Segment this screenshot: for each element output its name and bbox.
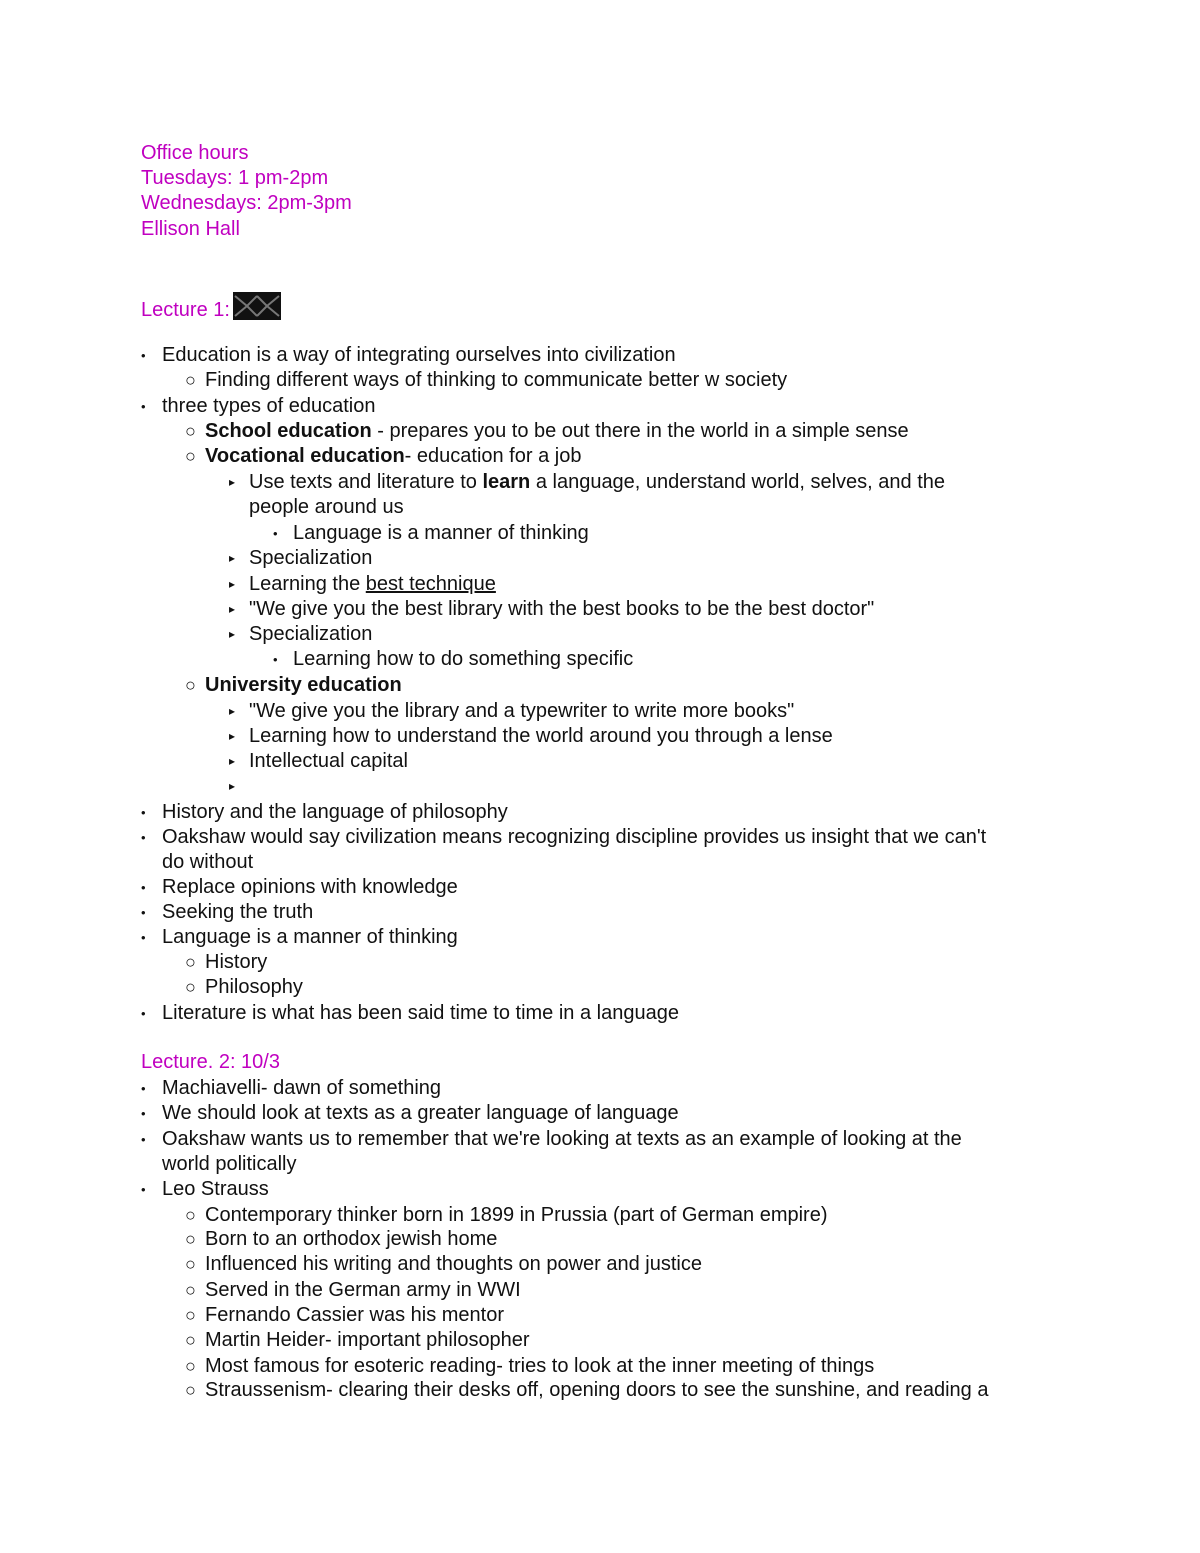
lecture-1-heading: [141, 292, 281, 323]
text-run: a language, understand world, selves, and the: [530, 471, 945, 493]
list-item: Philosophy: [205, 976, 303, 998]
school-education-label: School education: [205, 420, 372, 442]
list-item: Born to an orthodox jewish home: [205, 1228, 498, 1250]
school-education-text: - prepares you to be out there in the world in a simple sense: [371, 420, 909, 442]
arrow-bullet-icon: ▸: [229, 704, 236, 718]
list-item: Most famous for esoteric reading- tries to look at the inner meeting of things: [205, 1355, 875, 1377]
list-item: Specialization: [249, 547, 373, 569]
bullet-icon: •: [141, 1006, 146, 1021]
list-item: History: [205, 951, 268, 973]
list-item: [249, 572, 496, 597]
office-hours-title: Office hours: [141, 142, 249, 164]
list-item: Fernando Cassier was his mentor: [205, 1304, 505, 1326]
bullet-icon: •: [273, 526, 278, 541]
circle-bullet-icon: ○: [185, 1205, 196, 1225]
bullet-icon: •: [141, 880, 146, 895]
bullet-icon: •: [141, 1081, 146, 1096]
office-hours-tuesday: Tuesdays: 1 pm-2pm: [141, 167, 329, 189]
list-item: Served in the German army in WWI: [205, 1279, 521, 1301]
list-item: We should look at texts as a greater language of language: [162, 1102, 679, 1124]
arrow-bullet-icon: ▸: [229, 627, 236, 641]
vocational-education-label: Vocational education: [205, 445, 405, 467]
office-hours-location: Ellison Hall: [141, 218, 240, 240]
bullet-icon: •: [141, 348, 146, 363]
lecture-2-heading: Lecture. 2: 10/3: [141, 1051, 280, 1073]
list-item: Leo Strauss: [162, 1178, 269, 1200]
circle-bullet-icon: ○: [185, 1254, 196, 1274]
list-item: Learning how to understand the world around you through a lense: [249, 725, 833, 747]
list-item: Intellectual capital: [249, 750, 408, 772]
bullet-icon: •: [141, 930, 146, 945]
office-hours-wednesday: Wednesdays: 2pm-3pm: [141, 192, 352, 214]
list-item: Oakshaw would say civilization means recognizing discipline provides us insight that we can't: [162, 826, 987, 848]
list-item: Martin Heider- important philosopher: [205, 1329, 530, 1351]
list-item: [205, 419, 909, 444]
list-item: Learning how to do something specific: [293, 648, 634, 670]
bullet-icon: •: [141, 1182, 146, 1197]
vocational-education-text: - education for a job: [404, 445, 582, 467]
list-item: Straussenism- clearing their desks off, opening doors to see the sunshine, and reading a: [205, 1379, 989, 1401]
redaction-mark: [233, 292, 281, 320]
list-item-continuation: people around us: [249, 496, 404, 518]
circle-bullet-icon: ○: [185, 1330, 196, 1350]
list-item-continuation: world politically: [162, 1153, 297, 1175]
arrow-bullet-icon: ▸: [229, 754, 236, 768]
circle-bullet-icon: ○: [185, 421, 196, 441]
university-education-label: University education: [205, 674, 402, 696]
bullet-icon: •: [141, 805, 146, 820]
list-item: [249, 470, 945, 495]
circle-bullet-icon: ○: [185, 1356, 196, 1376]
learn-bold: learn: [482, 471, 531, 493]
list-item: Oakshaw wants us to remember that we're looking at texts as an example of looking at the: [162, 1128, 962, 1150]
list-item: Literature is what has been said time to time in a language: [162, 1002, 679, 1024]
bullet-icon: •: [141, 1106, 146, 1121]
bullet-icon: •: [141, 1132, 146, 1147]
list-item: three types of education: [162, 395, 376, 417]
list-item-continuation: do without: [162, 851, 254, 873]
circle-bullet-icon: ○: [185, 446, 196, 466]
circle-bullet-icon: ○: [185, 977, 196, 997]
arrow-bullet-icon: ▸: [229, 577, 236, 591]
circle-bullet-icon: ○: [185, 1380, 196, 1400]
circle-bullet-icon: ○: [185, 370, 196, 390]
list-item: Language is a manner of thinking: [293, 522, 589, 544]
list-item: Language is a manner of thinking: [162, 926, 458, 948]
text-run: Learning the: [249, 573, 366, 595]
bullet-icon: •: [273, 652, 278, 667]
list-item: [205, 444, 581, 469]
arrow-bullet-icon: ▸: [229, 729, 236, 743]
list-item: Seeking the truth: [162, 901, 314, 923]
bullet-icon: •: [141, 830, 146, 845]
list-item: Replace opinions with knowledge: [162, 876, 458, 898]
arrow-bullet-icon: ▸: [229, 551, 236, 565]
best-technique-underlined: best technique: [365, 573, 496, 595]
list-item: History and the language of philosophy: [162, 801, 508, 823]
list-item: "We give you the library and a typewriter to write more books": [249, 700, 795, 722]
circle-bullet-icon: ○: [185, 675, 196, 695]
list-item: Education is a way of integrating ourselves into civilization: [162, 344, 676, 366]
list-item: Contemporary thinker born in 1899 in Prussia (part of German empire): [205, 1204, 828, 1226]
circle-bullet-icon: ○: [185, 1229, 196, 1249]
list-item: Specialization: [249, 623, 373, 645]
text-run: Use texts and literature to: [249, 471, 483, 493]
list-item: Finding different ways of thinking to communicate better w society: [205, 369, 788, 391]
bullet-icon: •: [141, 399, 146, 414]
lecture-1-heading-text: Lecture 1:: [141, 299, 230, 321]
list-item: "We give you the best library with the best books to be the best doctor": [249, 598, 875, 620]
arrow-bullet-icon: ▸: [229, 602, 236, 616]
circle-bullet-icon: ○: [185, 952, 196, 972]
circle-bullet-icon: ○: [185, 1305, 196, 1325]
arrow-bullet-icon: ▸: [229, 475, 236, 489]
circle-bullet-icon: ○: [185, 1280, 196, 1300]
bullet-icon: •: [141, 905, 146, 920]
list-item: Influenced his writing and thoughts on power and justice: [205, 1253, 702, 1275]
arrow-bullet-icon: ▸: [229, 779, 236, 793]
list-item: Machiavelli- dawn of something: [162, 1077, 442, 1099]
